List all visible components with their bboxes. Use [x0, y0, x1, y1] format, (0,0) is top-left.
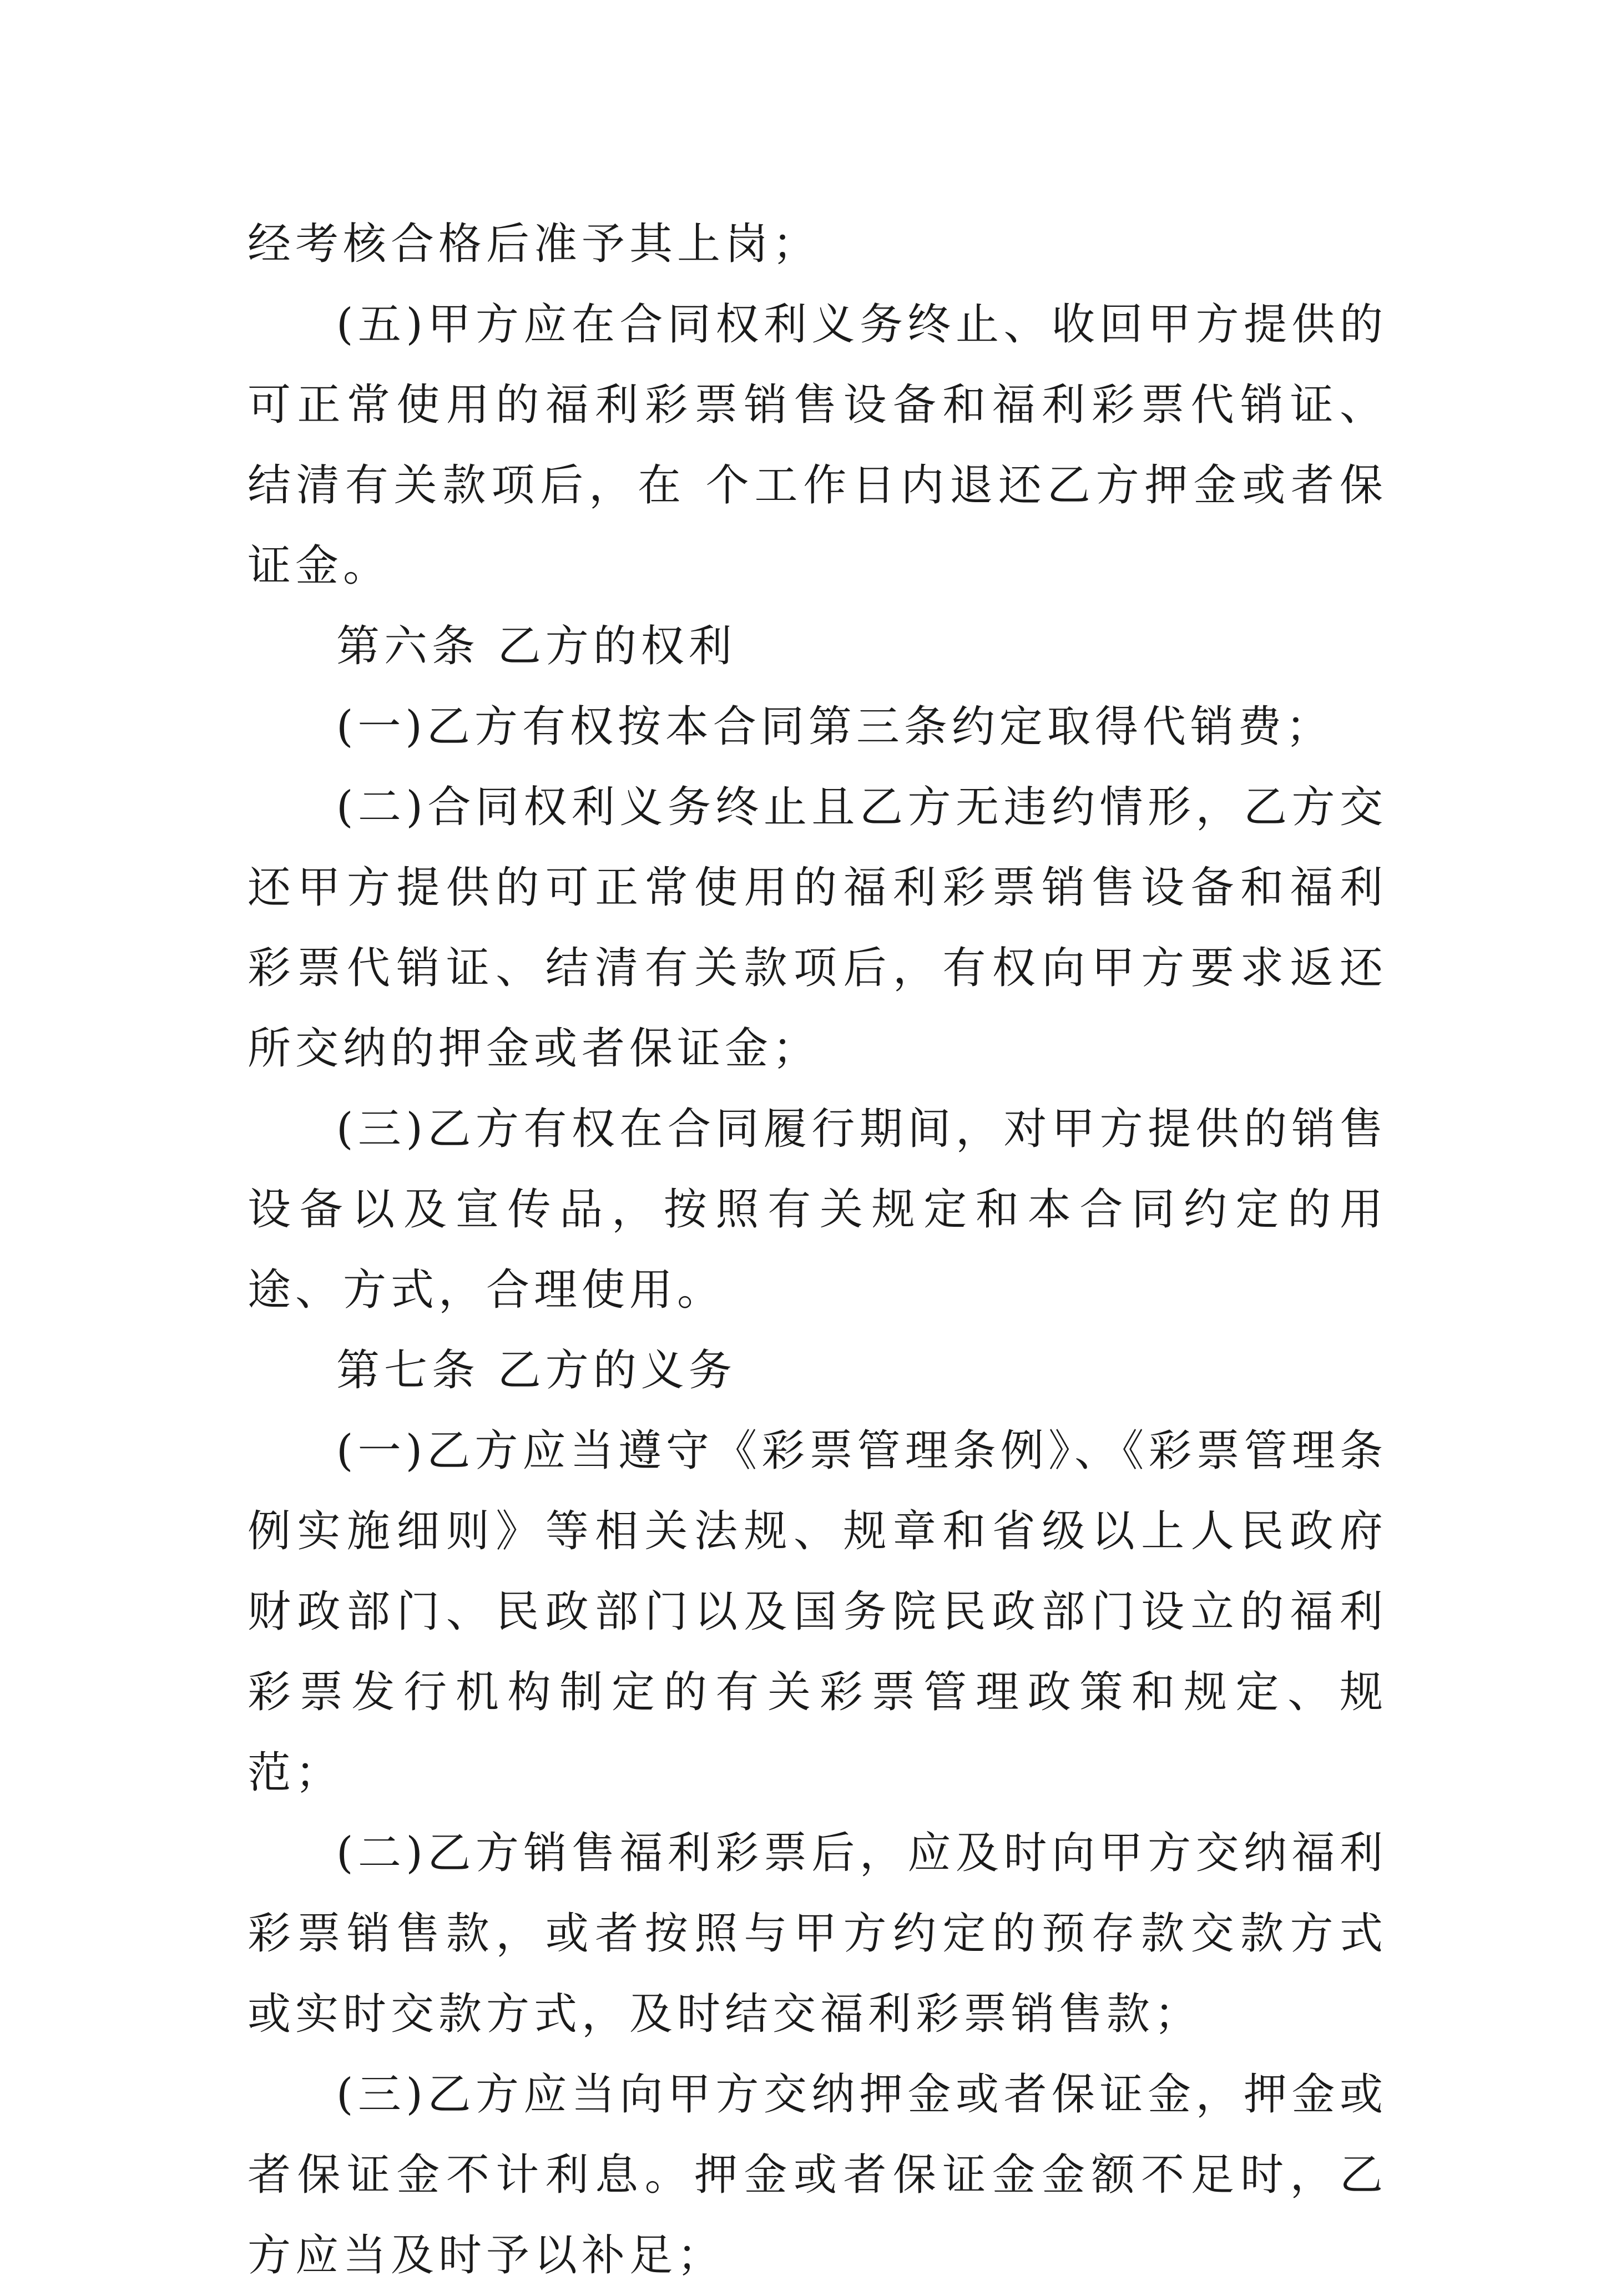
- paragraph-continuation: 经考核合格后准予其上岗；: [248, 219, 821, 269]
- paragraph-clause-5: (五)甲方应在合同权利义务终止、收回甲方提供的可正常使用的福利彩票销售设备和福利彩票代销证、结清有关款项后，在 个工作日内退还乙方押金或者保证金。: [248, 300, 1387, 591]
- paragraph-article-6-item-3: (三)乙方有权在合同履行期间，对甲方提供的销售设备以及宣传品，按照有关规定和本合同约定的用途、方式，合理使用。: [248, 1104, 1387, 1315]
- paragraph-article-6-item-2: (二)合同权利义务终止且乙方无违约情形，乙方交还甲方提供的可正常使用的福利彩票销售设备和福利彩票代销证、结清有关款项后，有权向甲方要求返还所交纳的押金或者保证金；: [248, 782, 1387, 1074]
- section-heading-article-7: 第七条 乙方的义务: [336, 1346, 736, 1395]
- section-heading-article-6: 第六条 乙方的权利: [336, 621, 736, 671]
- paragraph-article-6-item-1: (一)乙方有权按本合同第三条约定取得代销费；: [336, 702, 1334, 752]
- paragraph-article-7-item-2: (二)乙方销售福利彩票后，应及时向甲方交纳福利彩票销售款，或者按照与甲方约定的预存款交款方式或实时交款方式，及时结交福利彩票销售款；: [248, 1828, 1387, 2039]
- paragraph-article-7-item-3: (三)乙方应当向甲方交纳押金或者保证金，押金或者保证金不计利息。押金或者保证金金额不足时，乙方应当及时予以补足；: [248, 2070, 1387, 2280]
- paragraph-article-7-item-1: (一)乙方应当遵守《彩票管理条例》、《彩票管理条例实施细则》等相关法规、规章和省级以上人民政府财政部门、民政部门以及国务院民政部门设立的福利彩票发行机构制定的有关彩票管理政策和规定、规范；: [248, 1426, 1387, 1798]
- document-body: [248, 204, 1387, 2296]
